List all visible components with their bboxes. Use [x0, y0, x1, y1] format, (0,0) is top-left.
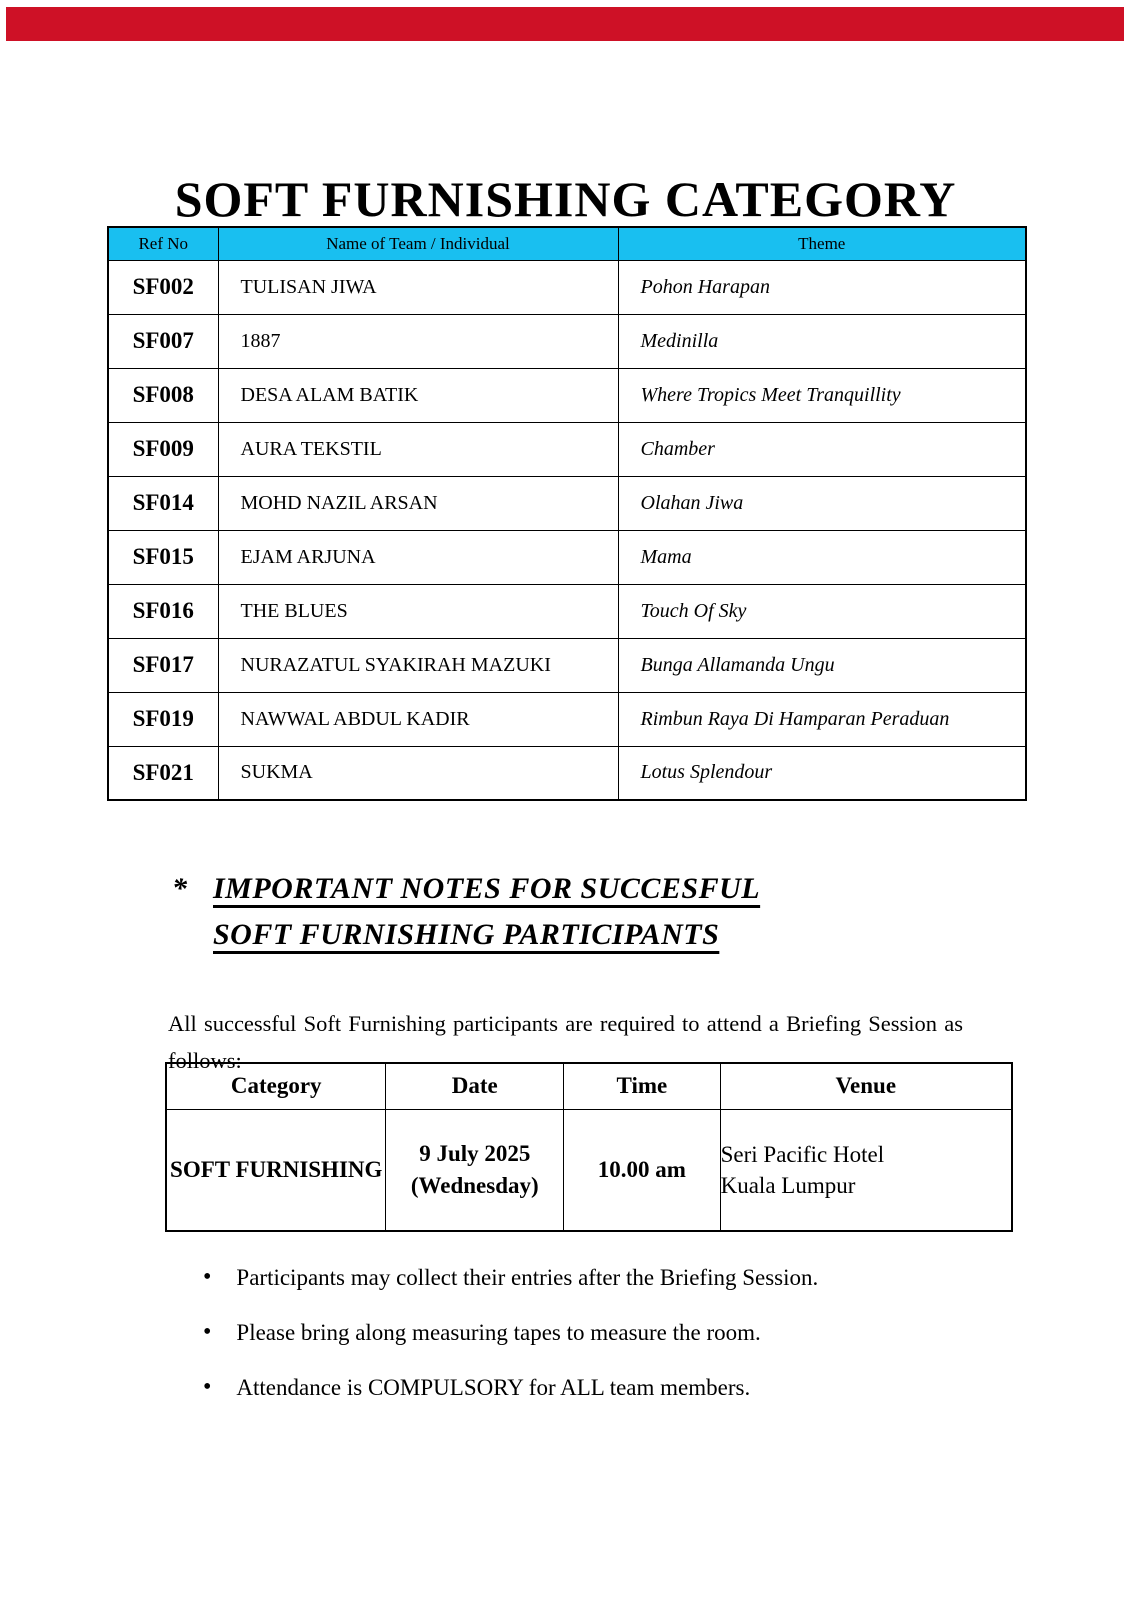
date-line-2: (Wednesday)	[410, 1172, 539, 1198]
table-row	[108, 638, 1026, 692]
ref-no-cell: SF008	[108, 368, 218, 422]
briefing-table	[165, 1062, 1013, 1232]
briefing-data-row	[166, 1109, 1012, 1231]
table-row	[108, 530, 1026, 584]
table-row	[108, 476, 1026, 530]
column-header-team-name: Name of Team / Individual	[218, 227, 618, 260]
venue-line-2: Kuala Lumpur	[720, 1172, 856, 1198]
theme-cell: Lotus Splendour	[618, 746, 1026, 800]
ref-no-cell: SF016	[108, 584, 218, 638]
bullet-dot-icon: •	[203, 1374, 212, 1400]
ref-no-cell: SF019	[108, 692, 218, 746]
bullet-text: Participants may collect their entries after the Briefing Session.	[236, 1265, 819, 1290]
notes-heading-line-1: IMPORTANT NOTES FOR SUCCESFUL	[213, 872, 761, 905]
results-table	[107, 226, 1027, 801]
bullet-text: Attendance is COMPULSORY for ALL team members.	[236, 1375, 751, 1400]
table-row	[108, 368, 1026, 422]
briefing-header-row	[166, 1063, 1012, 1109]
date-cell	[386, 1109, 564, 1231]
top-red-bar	[6, 7, 1124, 41]
team-name-cell: AURA TEKSTIL	[218, 422, 618, 476]
bullet-item	[203, 1317, 1003, 1348]
theme-cell: Touch Of Sky	[618, 584, 1026, 638]
theme-cell: Bunga Allamanda Ungu	[618, 638, 1026, 692]
asterisk-marker: *	[172, 872, 187, 905]
briefing-header-date: Date	[386, 1063, 564, 1109]
bullet-dot-icon: •	[203, 1264, 212, 1290]
table-row	[108, 422, 1026, 476]
venue-cell	[720, 1109, 1012, 1231]
page-title: SOFT FURNISHING CATEGORY	[174, 170, 957, 227]
column-header-theme: Theme	[618, 227, 1026, 260]
theme-cell: Olahan Jiwa	[618, 476, 1026, 530]
intro-paragraph: All successful Soft Furnishing participants are required to attend a Briefing Session as follows:	[168, 1010, 963, 1073]
team-name-cell: NAWWAL ABDUL KADIR	[218, 692, 618, 746]
notes-heading-line-2: SOFT FURNISHING PARTICIPANTS	[213, 918, 720, 951]
bullet-text: Please bring along measuring tapes to measure the room.	[236, 1320, 761, 1345]
ref-no-cell: SF002	[108, 260, 218, 314]
column-header-ref-no: Ref No	[108, 227, 218, 260]
results-header-row	[108, 227, 1026, 260]
team-name-cell: 1887	[218, 314, 618, 368]
team-name-cell: TULISAN JIWA	[218, 260, 618, 314]
briefing-header-category: Category	[166, 1063, 386, 1109]
table-row	[108, 260, 1026, 314]
briefing-header-time: Time	[564, 1063, 721, 1109]
ref-no-cell: SF021	[108, 746, 218, 800]
table-row	[108, 584, 1026, 638]
table-row	[108, 314, 1026, 368]
theme-cell: Rimbun Raya Di Hamparan Peraduan	[618, 692, 1026, 746]
bullet-item	[203, 1262, 1003, 1293]
theme-cell: Chamber	[618, 422, 1026, 476]
ref-no-cell: SF007	[108, 314, 218, 368]
ref-no-cell: SF014	[108, 476, 218, 530]
table-row	[108, 692, 1026, 746]
bullet-list	[203, 1262, 1003, 1427]
theme-cell: Where Tropics Meet Tranquillity	[618, 368, 1026, 422]
important-notes-heading	[172, 866, 760, 958]
ref-no-cell: SF017	[108, 638, 218, 692]
team-name-cell: THE BLUES	[218, 584, 618, 638]
team-name-cell: DESA ALAM BATIK	[218, 368, 618, 422]
briefing-header-venue: Venue	[720, 1063, 1012, 1109]
team-name-cell: NURAZATUL SYAKIRAH MAZUKI	[218, 638, 618, 692]
table-row	[108, 746, 1026, 800]
team-name-cell: EJAM ARJUNA	[218, 530, 618, 584]
results-table-body	[108, 260, 1026, 800]
date-line-1: 9 July 2025	[419, 1140, 531, 1166]
venue-line-1: Seri Pacific Hotel	[720, 1141, 885, 1167]
theme-cell: Pohon Harapan	[618, 260, 1026, 314]
time-cell: 10.00 am	[564, 1109, 721, 1231]
ref-no-cell: SF009	[108, 422, 218, 476]
bullet-dot-icon: •	[203, 1319, 212, 1345]
bullet-item	[203, 1372, 1003, 1403]
team-name-cell: MOHD NAZIL ARSAN	[218, 476, 618, 530]
team-name-cell: SUKMA	[218, 746, 618, 800]
theme-cell: Mama	[618, 530, 1026, 584]
category-cell: SOFT FURNISHING	[166, 1109, 386, 1231]
theme-cell: Medinilla	[618, 314, 1026, 368]
ref-no-cell: SF015	[108, 530, 218, 584]
